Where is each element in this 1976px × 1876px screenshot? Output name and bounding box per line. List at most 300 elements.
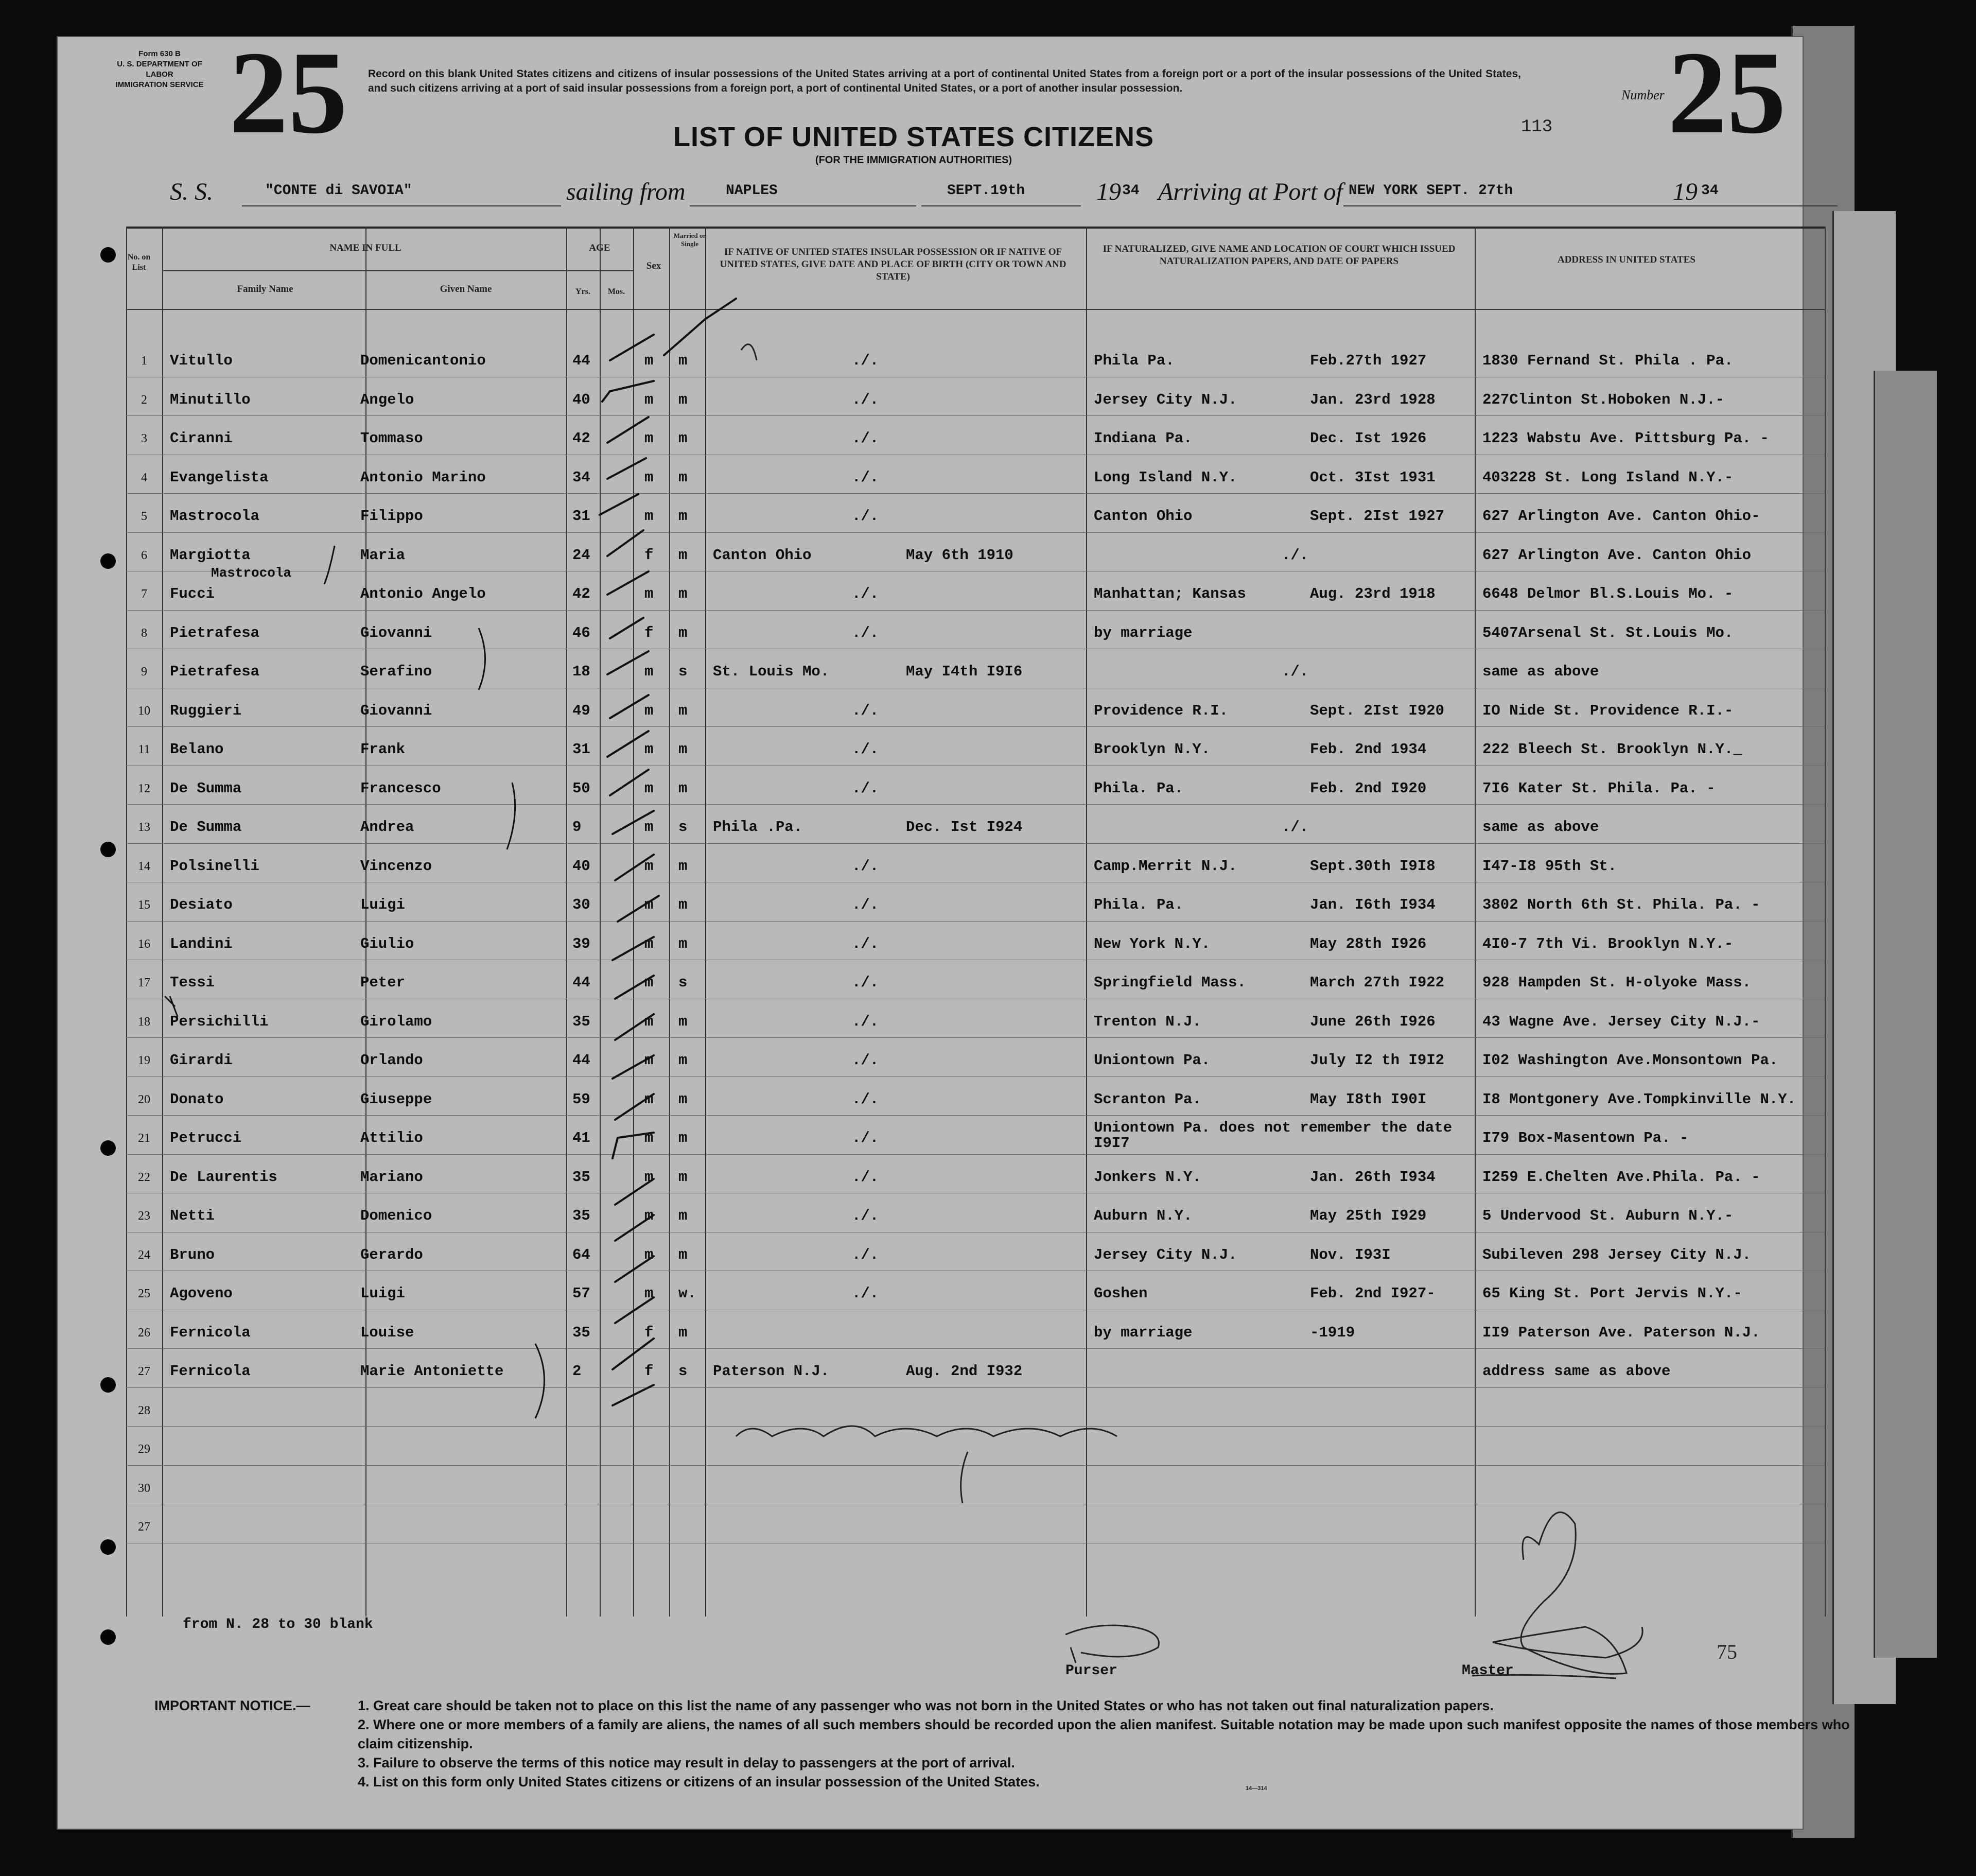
- cell-sex: m: [644, 1246, 654, 1263]
- page-subtitle: (FOR THE IMMIGRATION AUTHORITIES): [815, 154, 1012, 166]
- cell-court: Springfield Mass.: [1094, 974, 1246, 991]
- cell-given: Antonio Angelo: [360, 585, 486, 602]
- cell-family: Polsinelli: [170, 857, 260, 875]
- cell-ms: s: [678, 819, 688, 836]
- cell-sex: m: [644, 430, 654, 447]
- cell-given: Giuseppe: [360, 1090, 432, 1108]
- cell-address: Subileven 298 Jersey City N.J.: [1482, 1246, 1752, 1263]
- row-number: 11: [138, 743, 150, 756]
- cell-yrs: 59: [572, 1090, 590, 1108]
- cell-papers-date: Jan. I6th I934: [1310, 896, 1436, 913]
- cell-ms: m: [678, 935, 688, 952]
- cell-court: Jersey City N.J.: [1094, 1246, 1237, 1263]
- cell-ms: m: [678, 857, 688, 875]
- row-number: 27: [138, 1365, 150, 1378]
- cell-sex: m: [644, 896, 654, 913]
- cell-ms: m: [678, 1013, 688, 1030]
- header-given-name: Given Name: [440, 284, 492, 294]
- cell-papers-date: July I2 th I9I2: [1310, 1052, 1445, 1069]
- cell-yrs: 40: [572, 857, 590, 875]
- cell-given: Domenicantonio: [360, 352, 486, 369]
- cell-yrs: 35: [572, 1013, 590, 1030]
- row-number: 20: [138, 1092, 150, 1106]
- cell-court: Brooklyn N.Y.: [1094, 741, 1211, 758]
- cell-birth-date: ./.: [852, 1246, 879, 1263]
- row-number: 25: [138, 1287, 150, 1300]
- cell-ms: m: [678, 468, 688, 486]
- cell-family: Petrucci: [170, 1130, 242, 1147]
- notice-item: 1. Great care should be taken not to place on this list the name of any passenger who was not born in the United States or who has not taken out final naturalization papers.: [358, 1698, 1494, 1713]
- cell-birth-date: ./.: [852, 1013, 879, 1030]
- cell-family: De Laurentis: [170, 1168, 277, 1186]
- row-number: 9: [141, 665, 147, 679]
- cell-sex: m: [644, 1090, 654, 1108]
- cell-papers-date: Feb. 2nd I927-: [1310, 1285, 1436, 1302]
- cell-family: Belano: [170, 741, 224, 758]
- row-number: 3: [141, 432, 147, 445]
- cell-sex: m: [644, 819, 654, 836]
- cell-family: Margiotta: [170, 546, 251, 564]
- cell-papers-date: ./.: [1282, 819, 1309, 836]
- cell-address: IO Nide St. Providence R.I.-: [1482, 702, 1734, 719]
- cell-given: Angelo: [360, 391, 414, 408]
- cell-address: I8 Montgonery Ave.Tompkinville N.Y.: [1482, 1090, 1796, 1108]
- cell-papers-date: Aug. 23rd 1918: [1310, 585, 1436, 602]
- cell-given: Andrea: [360, 819, 414, 836]
- cell-court: by marriage: [1094, 624, 1193, 641]
- cell-birth-date: May I4th I9I6: [906, 663, 1023, 680]
- cell-birth-date: ./.: [852, 935, 879, 952]
- cell-given: Peter: [360, 974, 406, 991]
- cell-yrs: 9: [572, 819, 582, 836]
- sail-year: 34: [1122, 183, 1140, 199]
- cell-given: Giovanni: [360, 624, 432, 641]
- cell-given: Antonio Marino: [360, 468, 486, 486]
- cell-papers-date: -1919: [1310, 1324, 1355, 1341]
- cell-address: 4I0-7 7th Vi. Brooklyn N.Y.-: [1482, 935, 1734, 952]
- cell-given: Gerardo: [360, 1246, 423, 1263]
- row-number: 23: [138, 1209, 150, 1223]
- cell-family: Donato: [170, 1090, 224, 1108]
- cell-yrs: 64: [572, 1246, 590, 1263]
- header-age: AGE: [589, 242, 610, 253]
- cell-papers-date: ./.: [1282, 663, 1309, 680]
- cell-yrs: 2: [572, 1363, 582, 1380]
- cell-given: Giulio: [360, 935, 414, 952]
- cell-sex: m: [644, 1052, 654, 1069]
- master-label: Master: [1462, 1663, 1514, 1679]
- cell-address: 1830 Fernand St. Phila . Pa.: [1482, 352, 1734, 369]
- cell-court: by marriage: [1094, 1324, 1193, 1341]
- cell-birth-date: ./.: [852, 1130, 879, 1147]
- cell-yrs: 44: [572, 1052, 590, 1069]
- cell-birth-place: St. Louis Mo.: [713, 663, 830, 680]
- cell-yrs: 46: [572, 624, 590, 641]
- cell-court: Manhattan; Kansas: [1094, 585, 1246, 602]
- cell-papers-date: May 28th I926: [1310, 935, 1427, 952]
- cell-court: Jonkers N.Y.: [1094, 1168, 1201, 1186]
- cell-sex: m: [644, 585, 654, 602]
- cell-given: Frank: [360, 741, 406, 758]
- cell-birth-date: ./.: [852, 896, 879, 913]
- cell-yrs: 35: [572, 1324, 590, 1341]
- cell-ms: w.: [678, 1285, 696, 1302]
- cell-address: 928 Hampden St. H-olyoke Mass.: [1482, 974, 1752, 991]
- cell-given: Luigi: [360, 896, 406, 913]
- department-name: U. S. DEPARTMENT OF LABOR: [117, 60, 202, 79]
- sail-date: SEPT.19th: [947, 183, 1025, 199]
- row-number: 14: [138, 859, 150, 873]
- cell-ms: m: [678, 1130, 688, 1147]
- cell-sex: m: [644, 468, 654, 486]
- cell-papers-date: Sept. 2Ist 1927: [1310, 508, 1445, 525]
- row-number: 18: [138, 1015, 150, 1029]
- from-port: NAPLES: [726, 183, 778, 199]
- cell-family: Evangelista: [170, 468, 269, 486]
- cell-birth-date: ./.: [852, 624, 879, 641]
- cell-address: 5407Arsenal St. St.Louis Mo.: [1482, 624, 1734, 641]
- cell-ms: m: [678, 896, 688, 913]
- cell-ms: m: [678, 430, 688, 447]
- cell-sex: m: [644, 779, 654, 797]
- cell-papers-date: June 26th I926: [1310, 1013, 1436, 1030]
- cell-ms: s: [678, 1363, 688, 1380]
- header-sex: Sex: [646, 260, 661, 271]
- cell-sex: m: [644, 1013, 654, 1030]
- header-years: Yrs.: [575, 287, 590, 296]
- cell-family: Fernicola: [170, 1363, 251, 1380]
- cell-birth-date: ./.: [852, 1285, 879, 1302]
- cell-family: Tessi: [170, 974, 215, 991]
- cell-birth-date: ./.: [852, 1207, 879, 1224]
- sailing-label: sailing from: [566, 178, 686, 205]
- cell-papers-date: Dec. Ist 1926: [1310, 430, 1427, 447]
- cell-sex: m: [644, 935, 654, 952]
- cell-court: Phila. Pa.: [1094, 896, 1184, 913]
- cell-sex: m: [644, 1207, 654, 1224]
- row-number: 2: [141, 393, 147, 407]
- cell-court: Phila. Pa.: [1094, 779, 1184, 797]
- cell-address: 403228 St. Long Island N.Y.-: [1482, 468, 1734, 486]
- cell-family: De Summa: [170, 779, 242, 797]
- cell-given: Luigi: [360, 1285, 406, 1302]
- row-number: 30: [138, 1481, 150, 1495]
- cell-address: II9 Paterson Ave. Paterson N.J.: [1482, 1324, 1760, 1341]
- row-number: 15: [138, 898, 150, 912]
- cell-given: Vincenzo: [360, 857, 432, 875]
- page-number: 75: [1717, 1640, 1737, 1663]
- cell-ms: m: [678, 741, 688, 758]
- row-number: 27: [138, 1520, 150, 1534]
- row-number: 12: [138, 781, 150, 795]
- cell-birth-date: ./.: [852, 974, 879, 991]
- cell-ms: m: [678, 1168, 688, 1186]
- cell-yrs: 30: [572, 896, 590, 913]
- cell-sex: f: [644, 624, 654, 641]
- cell-given: Mariano: [360, 1168, 423, 1186]
- cell-family: Mastrocola: [170, 508, 260, 525]
- cell-yrs: 31: [572, 741, 590, 758]
- cell-birth-date: ./.: [852, 1090, 879, 1108]
- cell-yrs: 42: [572, 585, 590, 602]
- cell-birth-date: ./.: [852, 857, 879, 875]
- cell-family: Agoveno: [170, 1285, 233, 1302]
- year-prefix: 19: [1673, 178, 1698, 205]
- cell-family: Bruno: [170, 1246, 215, 1263]
- header-address: ADDRESS IN UNITED STATES: [1557, 254, 1695, 265]
- cell-birth-date: ./.: [852, 468, 879, 486]
- row-number: 21: [138, 1132, 150, 1145]
- cell-ms: s: [678, 974, 688, 991]
- notice-item: 4. List on this form only United States citizens or citizens of an insular possession of the United States.: [358, 1774, 1040, 1790]
- page-title: LIST OF UNITED STATES CITIZENS: [673, 121, 1154, 152]
- cell-sex: m: [644, 741, 654, 758]
- cell-address: 43 Wagne Ave. Jersey City N.J.-: [1482, 1013, 1760, 1030]
- cell-papers-date: Feb.27th 1927: [1310, 352, 1427, 369]
- cell-family: Minutillo: [170, 391, 251, 408]
- cell-sex: m: [644, 663, 654, 680]
- cell-yrs: 44: [572, 352, 590, 369]
- cell-ms: m: [678, 546, 688, 564]
- cell-ms: m: [678, 1324, 688, 1341]
- cell-court: New York N.Y.: [1094, 935, 1211, 952]
- cell-yrs: 50: [572, 779, 590, 797]
- cell-given: Marie Antoniette: [360, 1363, 504, 1380]
- cell-court: Camp.Merrit N.J.: [1094, 857, 1237, 875]
- cell-birth-date: ./.: [852, 1168, 879, 1186]
- header-name-in-full: NAME IN FULL: [329, 242, 401, 253]
- cell-address: I02 Washington Ave.Monsontown Pa.: [1482, 1052, 1778, 1069]
- record-instructions: Record on this blank United States citizens and citizens of insular possessions of the United States arriving at a port of continental United States from a foreign port or a port of the insular possessions of the United States, and such citizens arriving at a port of said insular possessions from a foreign port, a port of continental United States, or a port of another insular possession.: [368, 68, 1521, 94]
- header-family-name: Family Name: [237, 284, 293, 294]
- cell-birth-date: May 6th 1910: [906, 546, 1013, 564]
- cell-birth-place: Phila .Pa.: [713, 819, 803, 836]
- cell-ms: m: [678, 391, 688, 408]
- header-no-on-list: No. on List: [127, 253, 151, 272]
- cell-birth-date: ./.: [852, 391, 879, 408]
- cell-given: Domenico: [360, 1207, 432, 1224]
- cell-family: Vitullo: [170, 352, 233, 369]
- cell-address: 3802 North 6th St. Phila. Pa. -: [1482, 896, 1760, 913]
- cell-court: Long Island N.Y.: [1094, 468, 1237, 486]
- cell-ms: m: [678, 1246, 688, 1263]
- cell-family: Landini: [170, 935, 233, 952]
- cell-address: 5 Undervood St. Auburn N.Y.-: [1482, 1207, 1734, 1224]
- cell-address: same as above: [1482, 663, 1599, 680]
- cell-papers-date: Nov. I93I: [1310, 1246, 1391, 1263]
- cell-birth-place: Canton Ohio: [713, 546, 812, 564]
- cell-sex: f: [644, 546, 654, 564]
- cell-birth-date: ./.: [852, 702, 879, 719]
- cell-ms: m: [678, 624, 688, 641]
- maiden-name-annotation: Mastrocola: [211, 565, 292, 581]
- cell-court: Canton Ohio: [1094, 508, 1193, 525]
- row-number: 7: [141, 587, 147, 601]
- cell-papers-date: Jan. 26th I934: [1310, 1168, 1436, 1186]
- cell-sex: m: [644, 1168, 654, 1186]
- cell-sex: m: [644, 391, 654, 408]
- cell-yrs: 40: [572, 391, 590, 408]
- cell-court: Auburn N.Y.: [1094, 1207, 1193, 1224]
- cell-ms: m: [678, 1090, 688, 1108]
- cell-birth-date: ./.: [852, 779, 879, 797]
- cell-sex: m: [644, 508, 654, 525]
- row-number: 16: [138, 937, 150, 951]
- cell-sex: m: [644, 1130, 654, 1147]
- cell-ms: m: [678, 702, 688, 719]
- notice-item: 3. Failure to observe the terms of this notice may result in delay to passengers at the port of arrival.: [358, 1755, 1015, 1770]
- list-number: 113: [1521, 117, 1553, 137]
- cell-address: 627 Arlington Ave. Canton Ohio: [1482, 546, 1752, 564]
- blank-rows-note: from N. 28 to 30 blank: [183, 1617, 373, 1632]
- cell-court: Jersey City N.J.: [1094, 391, 1237, 408]
- arrival-year: 34: [1701, 183, 1719, 199]
- notice-item: 2. Where one or more members of a family are aliens, the names of all such members should be recorded upon the alien manifest. Suitable notation may be made upon such manifest opposite the names of those members who claim citizenship.: [358, 1717, 1850, 1751]
- cell-court: Indiana Pa.: [1094, 430, 1193, 447]
- cell-papers-date: Jan. 23rd 1928: [1310, 391, 1436, 408]
- cell-papers-date: Sept.30th I9I8: [1310, 857, 1436, 875]
- cell-ms: m: [678, 508, 688, 525]
- family-brackets: [165, 546, 545, 1418]
- ship-name: "CONTE di SAVOIA": [265, 183, 412, 199]
- cell-yrs: 34: [572, 468, 590, 486]
- cell-family: Fernicola: [170, 1324, 251, 1341]
- header-married-single: Married or Single: [673, 232, 706, 248]
- cell-given: Girolamo: [360, 1013, 432, 1030]
- cell-address: 627 Arlington Ave. Canton Ohio-: [1482, 508, 1760, 525]
- row-number: 28: [138, 1403, 150, 1417]
- cell-sex: m: [644, 702, 654, 719]
- cell-address: 227Clinton St.Hoboken N.J.-: [1482, 391, 1724, 408]
- row-number: 5: [141, 510, 147, 523]
- cell-yrs: 35: [572, 1168, 590, 1186]
- header-birth-info: IF NATIVE OF UNITED STATES INSULAR POSSESSION OR IF NATIVE OF UNITED STATES, GIVE DATE AND PLACE OF BIRTH (CITY OR TOWN AND STATE): [720, 247, 1066, 282]
- cell-yrs: 49: [572, 702, 590, 719]
- cell-address: 6648 Delmor Bl.S.Louis Mo. -: [1482, 585, 1734, 602]
- row-number: 17: [138, 976, 150, 989]
- cell-birth-date: ./.: [852, 741, 879, 758]
- annotation-scribbles: [736, 344, 1642, 1678]
- cell-family: Netti: [170, 1207, 215, 1224]
- notice-heading: IMPORTANT NOTICE.—: [154, 1698, 310, 1713]
- cell-address: I47-I8 95th St.: [1482, 857, 1617, 875]
- cell-family: Fucci: [170, 585, 215, 602]
- cell-family: Pietrafesa: [170, 663, 260, 680]
- cell-yrs: 18: [572, 663, 590, 680]
- cell-family: Ciranni: [170, 430, 233, 447]
- cell-address: 222 Bleech St. Brooklyn N.Y._: [1482, 741, 1742, 758]
- ss-label: S. S.: [170, 178, 213, 205]
- number-label: Number: [1621, 88, 1665, 102]
- cell-court: Scranton Pa.: [1094, 1090, 1201, 1108]
- cell-court: Uniontown Pa. does not remember the date I9I7: [1094, 1119, 1453, 1152]
- arrival-port: NEW YORK SEPT. 27th: [1349, 183, 1513, 199]
- form-number: Form 630 B: [138, 49, 181, 58]
- cell-ms: s: [678, 663, 688, 680]
- cell-address: same as above: [1482, 819, 1599, 836]
- cell-papers-date: Feb. 2nd I920: [1310, 779, 1427, 797]
- arriving-label: Arriving at Port of: [1158, 178, 1343, 205]
- cell-given: Attilio: [360, 1130, 423, 1147]
- cell-papers-date: Sept. 2Ist I920: [1310, 702, 1445, 719]
- cell-yrs: 44: [572, 974, 590, 991]
- cell-ms: m: [678, 779, 688, 797]
- cell-papers-date: Feb. 2nd 1934: [1310, 741, 1427, 758]
- cell-sex: f: [644, 1324, 654, 1341]
- cell-address: 65 King St. Port Jervis N.Y.-: [1482, 1285, 1742, 1302]
- cell-court: Uniontown Pa.: [1094, 1052, 1211, 1069]
- row-number: 29: [138, 1443, 150, 1456]
- print-code: 14—314: [1246, 1785, 1267, 1792]
- year-prefix: 19: [1096, 178, 1121, 205]
- cell-birth-date: ./.: [852, 585, 879, 602]
- row-number: 13: [138, 821, 150, 834]
- row-number: 10: [138, 704, 150, 718]
- service-name: IMMIGRATION SERVICE: [115, 80, 204, 89]
- cell-yrs: 35: [572, 1207, 590, 1224]
- cell-court: Providence R.I.: [1094, 702, 1229, 719]
- cell-given: Giovanni: [360, 702, 432, 719]
- cell-address: I259 E.Chelten Ave.Phila. Pa. -: [1482, 1168, 1760, 1186]
- cell-birth-date: ./.: [852, 352, 879, 369]
- cell-ms: m: [678, 1207, 688, 1224]
- row-number: 24: [138, 1248, 150, 1262]
- cell-given: Maria: [360, 546, 406, 564]
- cell-given: Tommaso: [360, 430, 423, 447]
- cell-court: Phila Pa.: [1094, 352, 1175, 369]
- cell-birth-date: ./.: [852, 508, 879, 525]
- cell-papers-date: May I8th I90I: [1310, 1090, 1427, 1108]
- cell-court: Goshen: [1094, 1285, 1148, 1302]
- cell-sex: m: [644, 1285, 654, 1302]
- cell-birth-date: Aug. 2nd I932: [906, 1363, 1023, 1380]
- cell-given: Francesco: [360, 779, 441, 797]
- row-number: 4: [141, 471, 147, 484]
- cell-papers-date: ./.: [1282, 546, 1309, 564]
- row-number: 19: [138, 1054, 150, 1067]
- cell-ms: m: [678, 352, 688, 369]
- cell-papers-date: May 25th I929: [1310, 1207, 1427, 1224]
- cell-court: Trenton N.J.: [1094, 1013, 1201, 1030]
- row-number: 26: [138, 1326, 150, 1340]
- row-number: 6: [141, 548, 147, 562]
- cell-sex: f: [644, 1363, 654, 1380]
- cell-yrs: 31: [572, 508, 590, 525]
- cell-yrs: 42: [572, 430, 590, 447]
- cell-address: 1223 Wabstu Ave. Pittsburg Pa. -: [1482, 430, 1769, 447]
- cell-given: Orlando: [360, 1052, 423, 1069]
- row-number: 1: [141, 354, 147, 368]
- cell-family: Desiato: [170, 896, 233, 913]
- cell-family: Pietrafesa: [170, 624, 260, 641]
- cell-papers-date: Oct. 3Ist 1931: [1310, 468, 1436, 486]
- cell-yrs: 41: [572, 1130, 590, 1147]
- cell-ms: m: [678, 585, 688, 602]
- cell-birth-date: ./.: [852, 1052, 879, 1069]
- cell-address: 7I6 Kater St. Phila. Pa. -: [1482, 779, 1716, 797]
- cell-yrs: 57: [572, 1285, 590, 1302]
- cell-birth-date: Dec. Ist I924: [906, 819, 1023, 836]
- cell-sex: m: [644, 974, 654, 991]
- cell-sex: m: [644, 352, 654, 369]
- cell-sex: m: [644, 857, 654, 875]
- header-months: Mos.: [607, 287, 625, 296]
- page-number-right: 25: [1668, 27, 1786, 158]
- cell-given: Louise: [360, 1324, 414, 1341]
- cell-family: Persichilli: [170, 1013, 269, 1030]
- cell-ms: m: [678, 1052, 688, 1069]
- header-naturalization: IF NATURALIZED, GIVE NAME AND LOCATION OF COURT WHICH ISSUED NATURALIZATION PAPERS, AND DATE OF PAPERS: [1103, 244, 1456, 267]
